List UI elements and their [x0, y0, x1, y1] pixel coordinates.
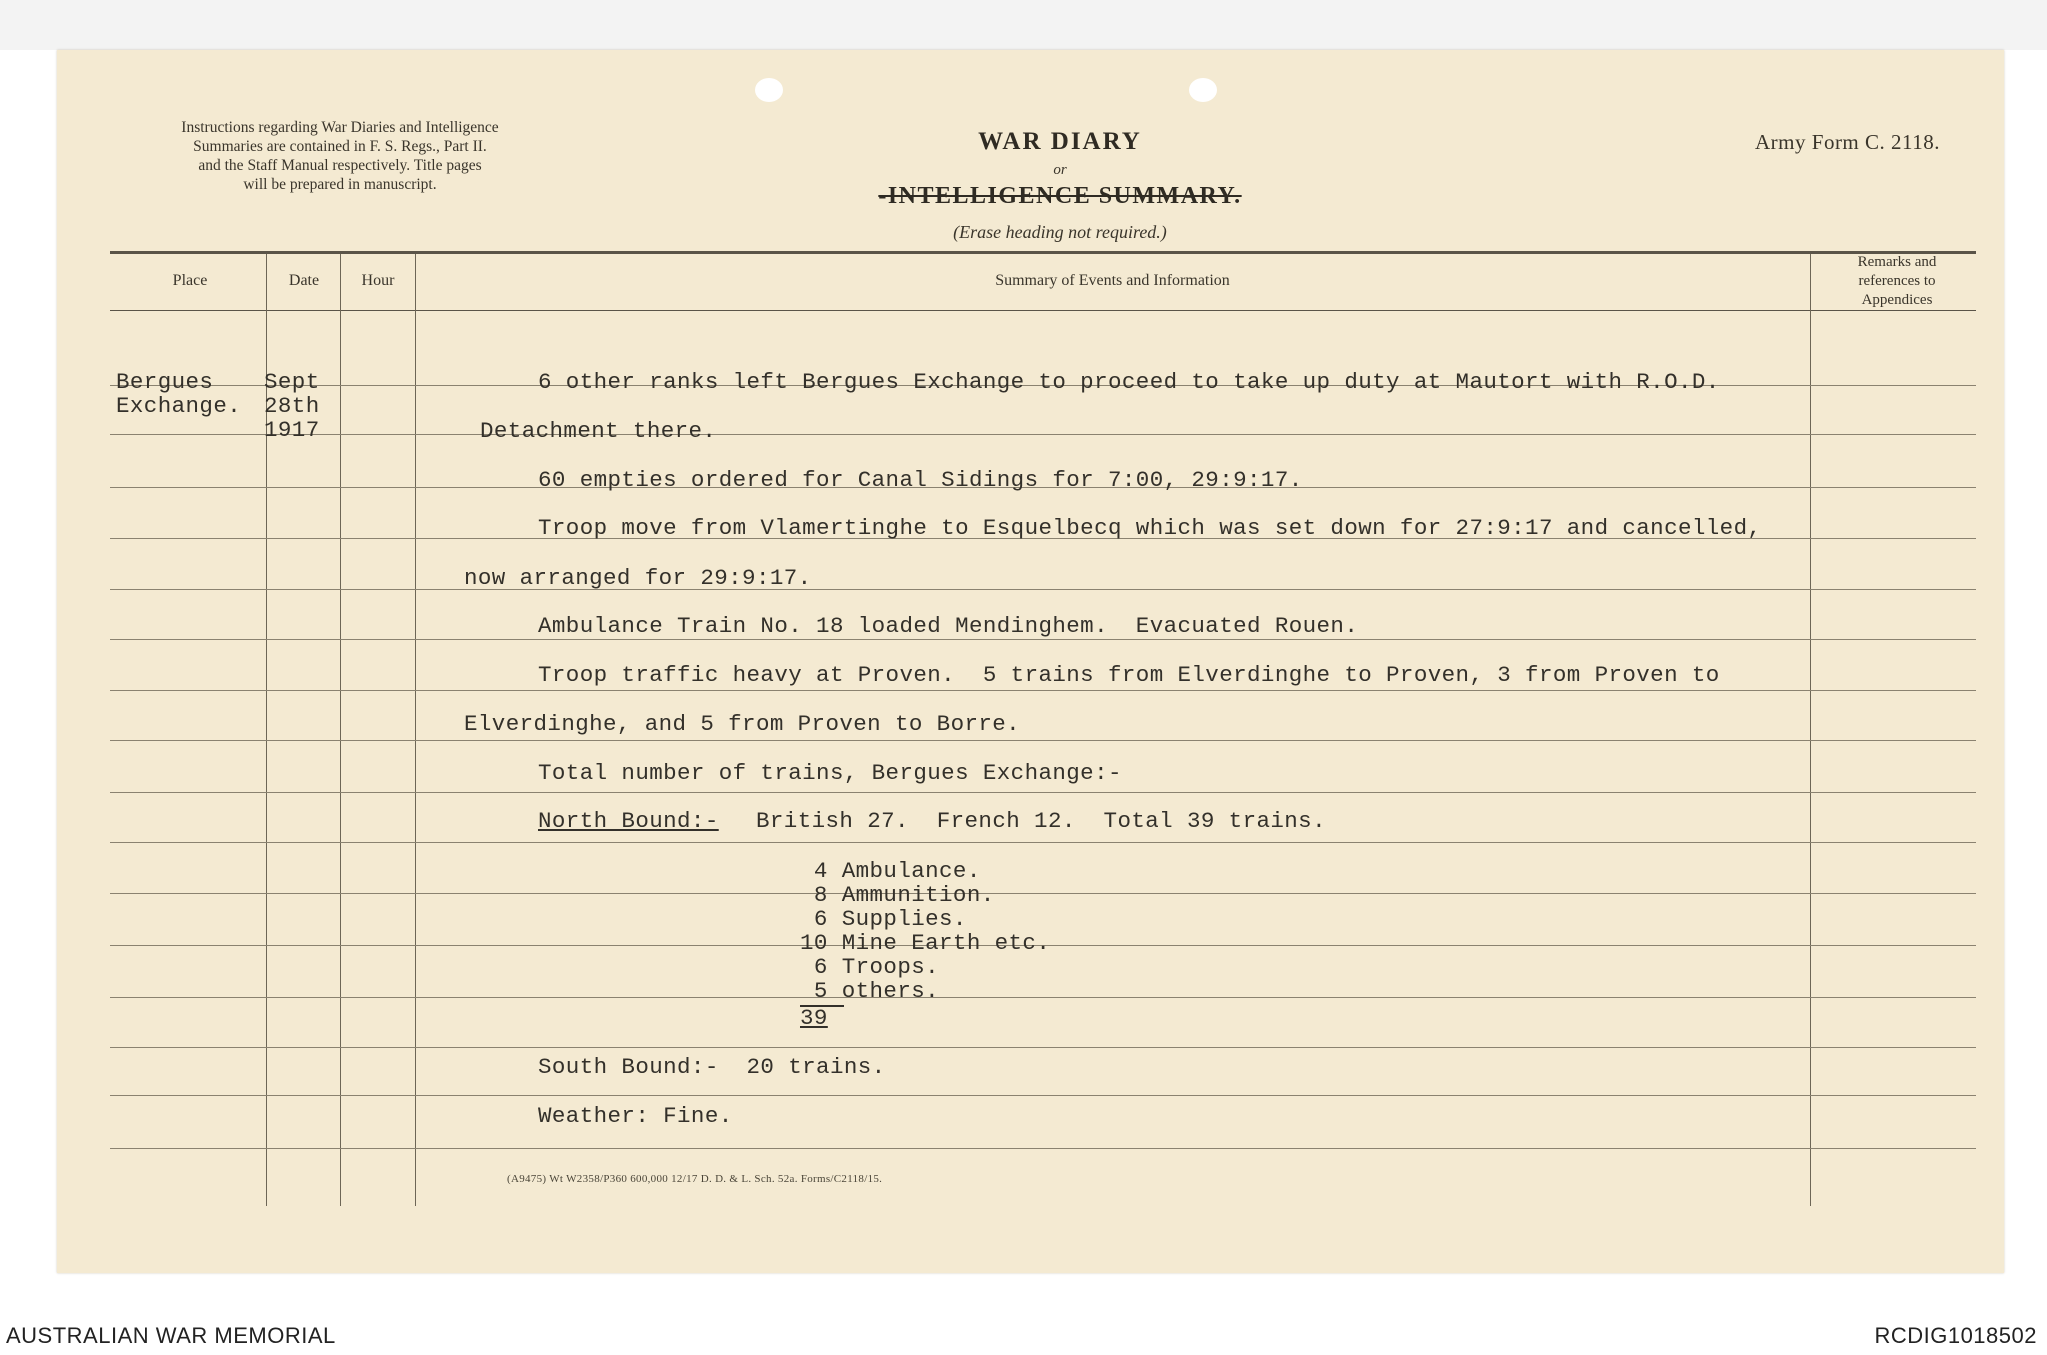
printer-imprint: (A9475) Wt W2358/P360 600,000 12/17 D. D. & L. Sch. 52a. Forms/C2118/15. [507, 1173, 883, 1185]
north-bound-item: 4 Ambulance. [800, 858, 981, 884]
row-rule [110, 589, 1976, 590]
row-rule [110, 1095, 1976, 1096]
instructions-line: Summaries are contained in F. S. Regs., Part II. [193, 138, 487, 155]
row-rule [110, 842, 1976, 843]
row-rule [110, 690, 1976, 691]
column-header-summary: Summary of Events and Information [995, 272, 1230, 289]
summary-line: 60 empties ordered for Canal Sidings for 7:00, 29:9:17. [538, 467, 1303, 493]
north-bound-item: 6 Troops. [800, 954, 940, 980]
punch-hole [1189, 78, 1217, 102]
row-rule [110, 1148, 1976, 1149]
summary-line: Troop move from Vlamertinghe to Esquelbecq which was set down for 27:9:17 and cancelled, [538, 515, 1762, 541]
instructions-line: and the Staff Manual respectively. Title pages [198, 157, 482, 174]
summary-line: Ambulance Train No. 18 loaded Mendinghem. Evacuated Rouen. [538, 613, 1359, 639]
punch-hole [755, 78, 783, 102]
army-form-number: Army Form C. 2118. [1755, 130, 1940, 154]
north-bound-summary: British 27. French 12. Total 39 trains. [756, 808, 1326, 834]
archive-credit: AUSTRALIAN WAR MEMORIAL [6, 1323, 336, 1348]
row-rule [110, 434, 1976, 435]
entry-date-line: 1917 [264, 417, 320, 443]
north-bound-item: 8 Ammunition. [800, 882, 995, 908]
instructions-line: Instructions regarding War Diaries and Intelligence [181, 119, 499, 136]
summary-line: now arranged for 29:9:17. [464, 565, 812, 591]
struck-subtitle: -INTELLIGENCE SUMMARY. [878, 183, 1242, 209]
row-rule [110, 1047, 1976, 1048]
archive-id: RCDIG1018502 [1874, 1323, 2037, 1348]
summary-line: Elverdinghe, and 5 from Proven to Borre. [464, 711, 1021, 737]
row-rule [110, 740, 1976, 741]
north-bound-total: 39 [800, 1005, 828, 1031]
row-rule [110, 639, 1976, 640]
instructions-line: will be prepared in manuscript. [243, 176, 437, 193]
summary-line: 6 other ranks left Bergues Exchange to proceed to take up duty at Mautort with R.O.D. [538, 369, 1720, 395]
column-header-hour: Hour [361, 272, 395, 289]
row-rule [110, 997, 1976, 998]
north-bound-item: 6 Supplies. [800, 906, 967, 932]
row-rule [110, 792, 1976, 793]
north-bound-item: 10 Mine Earth etc. [800, 930, 1051, 956]
column-divider-hour-summary [415, 254, 416, 1206]
erase-note: (Erase heading not required.) [953, 222, 1167, 242]
entry-date-line: Sept [264, 369, 320, 395]
row-rule [110, 893, 1976, 894]
entry-date-line: 28th [264, 393, 320, 419]
page-title: WAR DIARY [978, 128, 1142, 155]
instructions-block [100, 118, 580, 194]
top-margin-strip [0, 0, 2047, 50]
table-top-rule [110, 251, 1976, 254]
north-bound-item: 5 others. [800, 978, 940, 1004]
summary-line: Detachment there. [480, 418, 717, 444]
header-bottom-rule [110, 310, 1976, 311]
weather-line: Weather: Fine. [538, 1103, 733, 1129]
north-bound-label: North Bound:- [538, 808, 719, 834]
column-header-place: Place [172, 272, 208, 289]
summary-line: Total number of trains, Bergues Exchange:- [538, 760, 1122, 786]
summary-line: Troop traffic heavy at Proven. 5 trains from Elverdinghe to Proven, 3 from Proven to [538, 662, 1720, 688]
column-header-date: Date [288, 272, 320, 289]
column-header-remarks: Remarks and references to Appendices [1857, 254, 1937, 308]
south-bound-line: South Bound:- 20 trains. [538, 1054, 886, 1080]
column-divider-date-hour [340, 254, 341, 1206]
entry-place-line: Exchange. [116, 393, 242, 419]
column-divider-summary-remarks [1810, 254, 1811, 1206]
title-or: or [1053, 162, 1067, 178]
entry-place-line: Bergues [116, 369, 214, 395]
